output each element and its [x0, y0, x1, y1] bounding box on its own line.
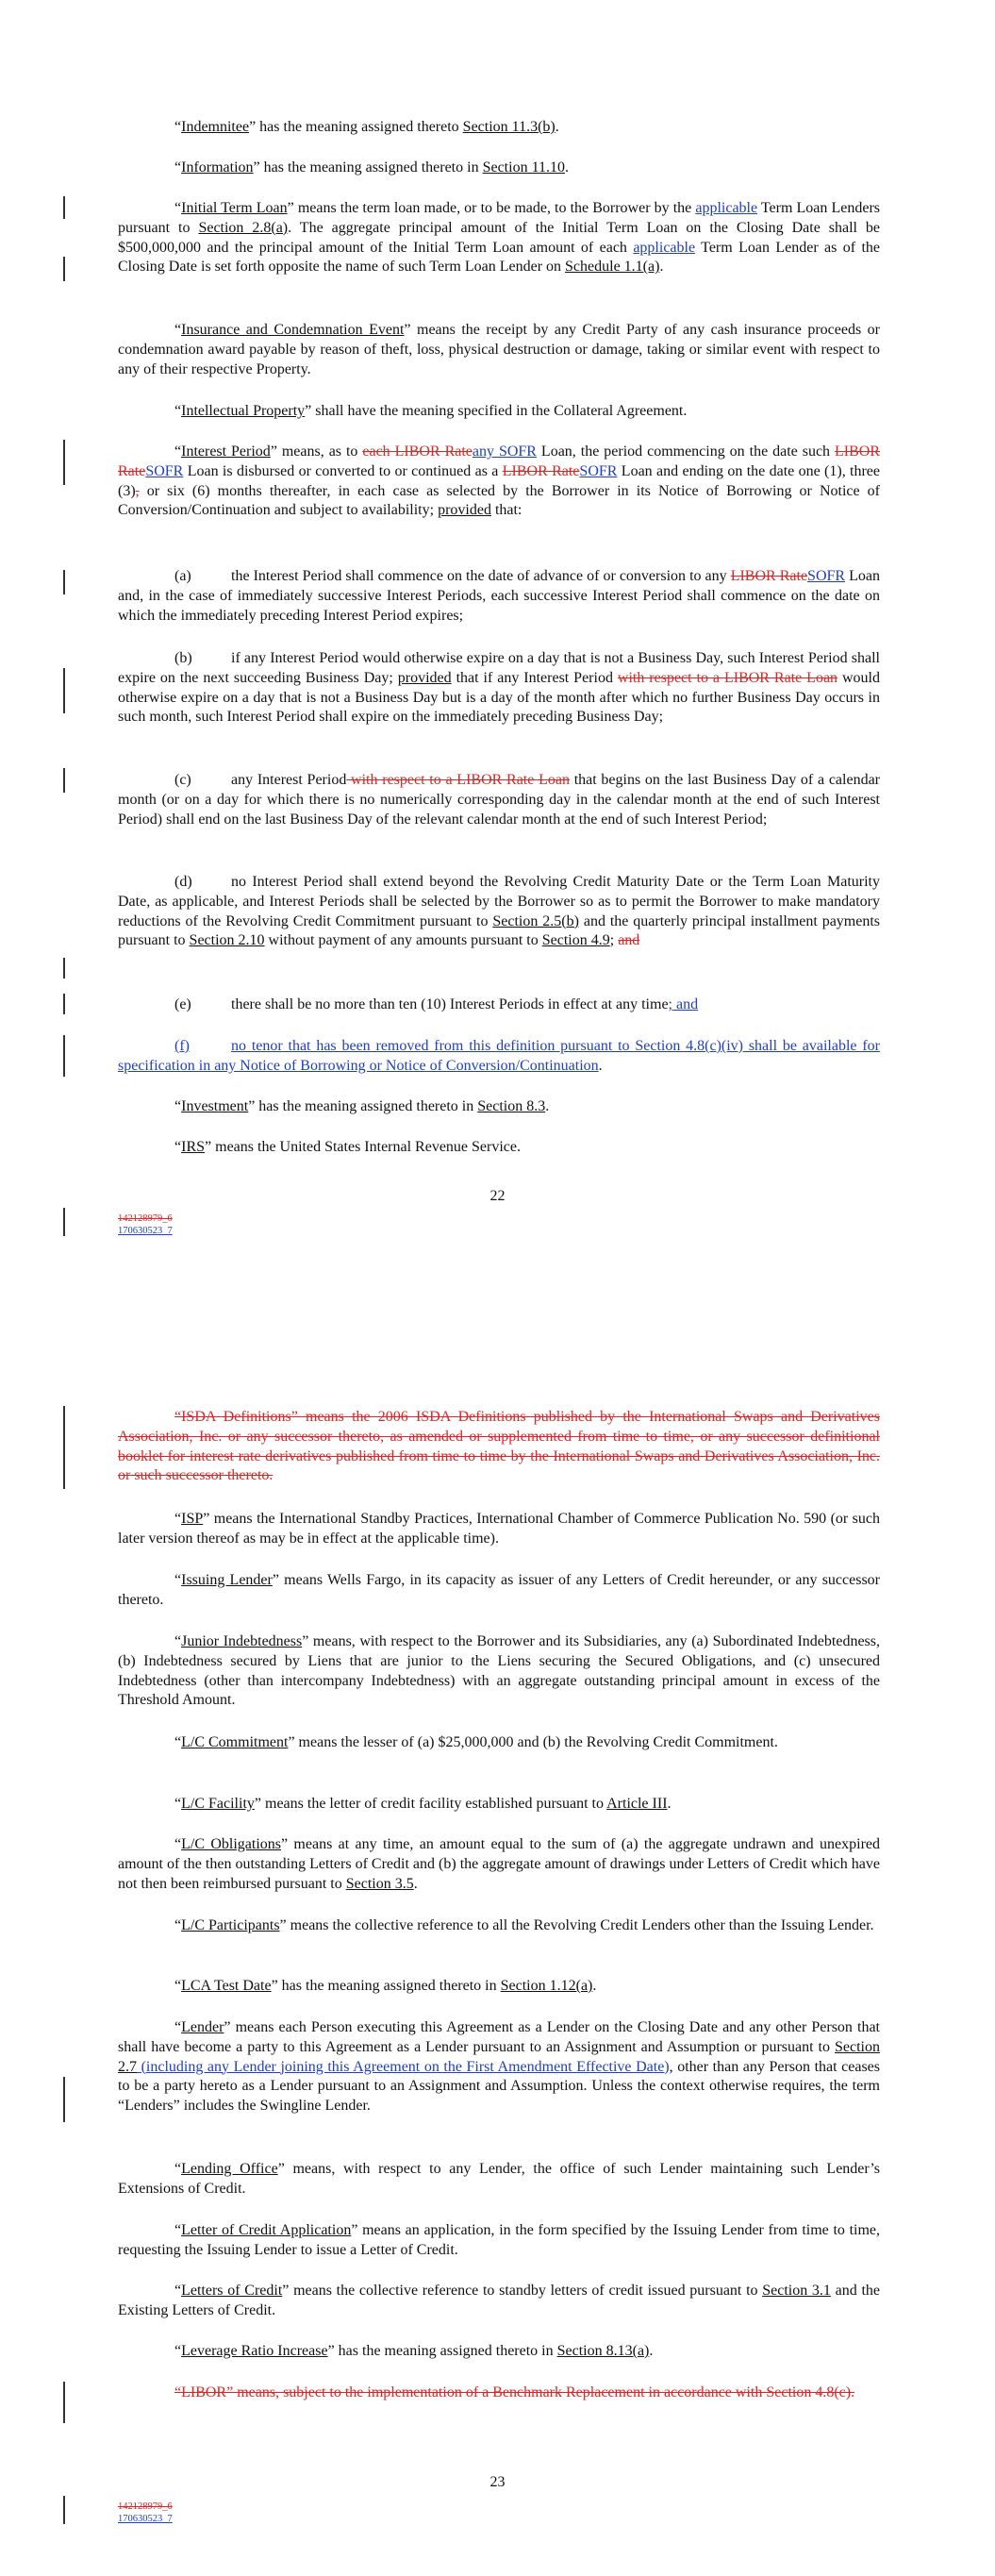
change-bar	[63, 2382, 65, 2423]
change-bar	[63, 2496, 65, 2524]
change-bar	[63, 570, 65, 594]
deleted-text: and	[618, 932, 640, 949]
clause-b: (b) if any Interest Period would otherwise expire on a day that is not a Business Day, such Interest Period shall expire on the next succeeding Business Day; provided that if any Interest Period with respect to a LIBOR Rate Loan would otherwise expire on a day that is not a Business Day but is a day of the month after which no further Business Day occurs in such month, such Interest Period shall expire on the immediately preceding Business Day;	[118, 650, 881, 726]
def-isda-definitions	[118, 1408, 880, 1486]
def-information: “Information” has the meaning assigned thereto in Section 11.10.	[174, 159, 569, 176]
footer-old-docid: 142128979_6	[118, 1213, 173, 1224]
page-number: 22	[489, 1188, 506, 1204]
section-ref: Schedule 1.1(a)	[565, 259, 660, 276]
clause-e: (e) there shall be no more than ten (10) Interest Periods in effect at any time; and	[174, 996, 699, 1012]
def-initial-term-loan: “Initial Term Loan” means the term loan made, or to be made, to the Borrower by the applicable Term Loan Lenders pursuant to Section 2.8(a). The aggregate principal amount of the Initial Term Loan on the Closing Date shall be $500,000,000 and the principal amount of the Initial Term Loan amount of each applicable Term Loan Lender as of the Closing Date is set forth opposite the name of such Term Loan Lender on Schedule 1.1(a).	[118, 200, 881, 276]
clause-a: (a) the Interest Period shall commence on the date of advance of or conversion to any LIBOR RateSOFR Loan and, in the case of immediately successive Interest Periods, each successive Interest Period shall commence on the date on which the immediately preceding Interest Period expires;	[118, 568, 880, 624]
change-bar	[63, 1208, 65, 1236]
def-lender: “Lender” means each Person executing this Agreement as a Lender on the Closing Date and any other Person that shall have become a party to this Agreement as a Lender pursuant to an Assignment and Assumption or pursuant to Section 2.7 (including any Lender joining this Agreement on the First Amendment Effective Date), other than any Person that ceases to be a party hereto as a Lender pursuant to an Assignment and Assumption. Unless the context otherwise requires, the term “Lenders” includes the Swingline Lender.	[118, 2019, 880, 2115]
section-ref: Section 8.13(a)	[556, 2343, 650, 2359]
section-ref: Section 3.5	[345, 1875, 414, 1892]
def-insurance-condemnation: “Insurance and Condemnation Event” means the receipt by any Credit Party of any cash insurance proceeds or condemnation award payable by reason of theft, loss, physical destruction or damage, taking or similar event with respect to any of their respective Property.	[118, 322, 881, 377]
def-interest-period: “Interest Period” means, as to each LIBOR Rateany SOFR Loan, the period commencing on the date such LIBOR RateSOFR Loan is disbursed or converted to or continued as a LIBOR RateSOFR Loan and ending on the date one (1), three (3), or six (6) months thereafter, in each case as selected by the Borrower in its Notice of Borrowing or Notice of Conversion/Continuation and subject to availability; provided that:	[118, 443, 881, 519]
inserted-text: ; and	[668, 996, 699, 1012]
inserted-text: no tenor that has been removed from this definition pursuant to Section 4.8(c)(iv) shall be available for specification in any Notice of Borrowing or Notice of Conversion/Continuation	[118, 1038, 880, 1074]
def-lc-obligations: “L/C Obligations” means at any time, an amount equal to the sum of (a) the aggregate undrawn and unexpired amount of the then outstanding Letters of Credit and (b) the aggregate amount of drawings under Letters of Credit which have not then been reimbursed pursuant to Section 3.5.	[118, 1836, 880, 1892]
def-indemnitee: “Indemnitee” has the meaning assigned thereto Section 11.3(b).	[174, 119, 559, 135]
def-investment: “Investment” has the meaning assigned thereto in Section 8.3.	[174, 1098, 550, 1114]
section-ref: Section 11.10	[482, 159, 565, 176]
def-junior-indebtedness: “Junior Indebtedness” means, with respect to the Borrower and its Subsidiaries, any (a) Subordinated Indebtedness, (b) Indebtedness secured by Liens that are junior to the Liens securing the Secured Obligations, and (c) unsecured Indebtedness (other than intercompany Indebtedness) with an aggregate outstanding principal amount in excess of the Threshold Amount.	[118, 1633, 881, 1709]
section-ref: Section 8.3	[477, 1098, 546, 1114]
section-ref: Section 1.12(a)	[500, 1978, 593, 1994]
change-bar	[63, 257, 65, 281]
inserted-text: SOFR	[579, 462, 618, 479]
section-ref: Section 2.10	[189, 932, 265, 949]
def-letter-of-credit-application: “Letter of Credit Application” means an application, in the form specified by the Issuing Lender from time to time, requesting the Issuing Lender to issue a Letter of Credit.	[118, 2222, 881, 2258]
deleted-text: LIBOR Rate	[118, 443, 881, 479]
deleted-text: “LIBOR” means, subject to the implementation of a Benchmark Replacement in accordance with Section 4.8(c).	[174, 2384, 855, 2400]
change-bar	[63, 2077, 65, 2122]
section-ref: Section 11.3(b)	[462, 119, 556, 135]
section-ref: Section 2.5(b)	[492, 912, 579, 929]
change-bar	[63, 994, 65, 1014]
section-ref: Section 2.7	[118, 2038, 880, 2075]
def-lc-participants: “L/C Participants” means the collective reference to all the Revolving Credit Lenders other than the Issuing Lender.	[174, 1917, 874, 1933]
def-letters-of-credit: “Letters of Credit” means the collective reference to standby letters of credit issued pursuant to Section 3.1 and the Existing Letters of Credit.	[118, 2283, 880, 2318]
deleted-text: with respect to a LIBOR Rate Loan	[617, 669, 838, 686]
inserted-text: any SOFR	[472, 443, 537, 460]
section-ref: Section 3.1	[762, 2283, 831, 2299]
def-lca-test-date: “LCA Test Date” has the meaning assigned thereto in Section 1.12(a).	[174, 1978, 597, 1994]
inserted-text: applicable	[633, 239, 696, 256]
footer-old-docid: 142128979_6	[118, 2501, 173, 2512]
change-bar	[63, 1035, 65, 1077]
deleted-text: LIBOR Rate	[730, 568, 808, 584]
def-lending-office: “Lending Office” means, with respect to any Lender, the office of such Lender maintaining such Lender’s Extensions of Credit.	[118, 2161, 880, 2197]
deleted-text: each LIBOR Rate	[362, 443, 473, 460]
page-23	[0, 1288, 995, 2576]
section-ref: Section 4.9	[541, 932, 610, 949]
def-leverage-ratio-increase: “Leverage Ratio Increase” has the meaning assigned thereto in Section 8.13(a).	[174, 2343, 654, 2359]
deleted-text: with respect to a LIBOR Rate Loan	[346, 772, 570, 788]
def-libor	[118, 2384, 880, 2403]
def-isp: “ISP” means the International Standby Practices, International Chamber of Commerce Publication No. 590 (or such later version thereof as may be in effect at the applicable time).	[118, 1511, 880, 1547]
doc-footer	[118, 1213, 173, 1237]
def-lc-commitment: “L/C Commitment” means the lesser of (a) $25,000,000 and (b) the Revolving Credit Commitment.	[174, 1734, 778, 1750]
def-issuing-lender: “Issuing Lender” means Wells Fargo, in its capacity as issuer of any Letters of Credit hereunder, or any successor thereto.	[118, 1572, 881, 1608]
def-lc-facility: “L/C Facility” means the letter of credit facility established pursuant to Article III.	[174, 1796, 672, 1812]
clause-d: (d) no Interest Period shall extend beyond the Revolving Credit Maturity Date or the Term Loan Maturity Date, as applicable, and Interest Periods shall be selected by the Borrower so as to permit the Borrower to make mandatory reductions of the Revolving Credit Commitment pursuant to Section 2.5(b) and the quarterly principal installment payments pursuant to Section 2.10 without payment of any amounts pursuant to Section 4.9; and	[118, 874, 881, 949]
inserted-text: SOFR	[807, 568, 846, 584]
section-ref: Article III	[606, 1796, 668, 1812]
doc-footer	[118, 2501, 173, 2525]
inserted-text: applicable	[695, 200, 758, 216]
change-bar	[63, 440, 65, 485]
change-bar	[63, 768, 65, 793]
deleted-text: “ISDA Definitions” means the 2006 ISDA Definitions published by the International Swaps and Derivatives Association, Inc. or any successor thereto, as amended or supplemented from time to time, or any successor definitional booklet for interest rate derivatives published from time to time by the International Swaps and Derivatives Association, Inc. or such successor thereto.	[118, 1409, 880, 1484]
section-ref: Section 2.8(a)	[198, 219, 289, 236]
clause-c: (c) any Interest Period with respect to a LIBOR Rate Loan that begins on the last Business Day of a calendar month (or on a day for which there is no numerically corresponding day in the calendar month at the end of such Interest Period) shall end on the last Business Day of the relevant calendar month at the end of such Interest Period;	[118, 772, 880, 828]
def-irs: “IRS” means the United States Internal Revenue Service.	[174, 1139, 522, 1155]
clause-f: (f) no tenor that has been removed from this definition pursuant to Section 4.8(c)(iv) shall be available for specification in any Notice of Borrowing or Notice of Conversion/Continuation.	[118, 1038, 880, 1074]
deleted-text: ,	[135, 482, 140, 499]
footer-new-docid: 170630523_7	[118, 2514, 173, 2524]
def-intellectual-property: “Intellectual Property” shall have the meaning specified in the Collateral Agreement.	[174, 403, 688, 419]
inserted-text: SOFR	[145, 462, 184, 479]
change-bar	[63, 196, 65, 219]
inserted-text: (including any Lender joining this Agreement on the First Amendment Effective Date)	[137, 2058, 670, 2075]
change-bar	[63, 1406, 65, 1489]
deleted-text: LIBOR Rate	[502, 462, 580, 479]
page-number: 23	[489, 2474, 506, 2490]
change-bar	[63, 668, 65, 713]
footer-new-docid: 170630523_7	[118, 1226, 173, 1236]
change-bar	[63, 958, 65, 979]
